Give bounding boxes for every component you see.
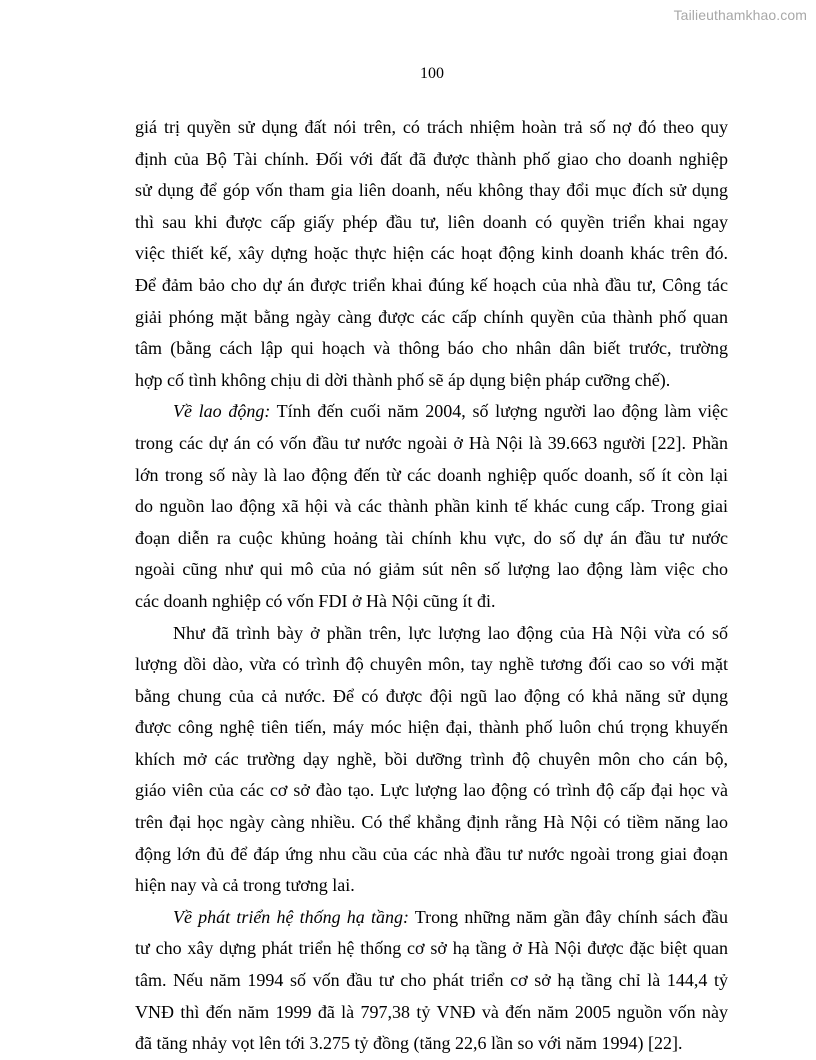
text-line: giải phóng mặt bằng ngày càng được các cấp chính quyền của thành phố quan [135, 306, 728, 327]
body-text [135, 112, 728, 1060]
text-line: việc thiết kế, xây dựng hoặc thực hiện các hoạt động kinh doanh khác trên đó. [135, 243, 728, 264]
paragraph-labor-quality [135, 618, 728, 902]
text-line: Để đảm bảo cho dự án được triển khai đúng kế hoạch của nhà đầu tư, Công tác [135, 274, 728, 295]
text-line [135, 902, 728, 934]
text-line: lượng dồi dào, vừa có trình độ chuyên môn, tay nghề tương đối cao so với mặt [135, 654, 728, 675]
text-line: Như đã trình bày ở phần trên, lực lượng lao động của Hà Nội vừa có số [173, 622, 728, 643]
text-line: trong các dự án có vốn đầu tư nước ngoài ở Hà Nội là 39.663 người [22]. Phần [135, 432, 728, 453]
text-line: định của Bộ Tài chính. Đối với đất đã được thành phố giao cho doanh nghiệp [135, 148, 728, 169]
text-line: đã tăng nhảy vọt lên tới 3.275 tỷ đồng (tăng 22,6 lần so với năm 1994) [22]. [135, 1033, 683, 1054]
text-line: do nguồn lao động xã hội và các thành phần kinh tế khác cung cấp. Trong giai [135, 496, 728, 517]
text-line: ngoài cũng như qui mô của nó giảm sút nên số lượng lao động làm việc cho [135, 559, 728, 580]
text-line: khích mở các trường dạy nghề, bồi dưỡng trình độ chuyên môn cho cán bộ, [135, 748, 728, 769]
text-line: giáo viên của các cơ sở đào tạo. Lực lượng lao động có trình độ cấp đại học và [135, 780, 728, 801]
text-line: thì sau khi được cấp giấy phép đầu tư, liên doanh có quyền triển khai ngay [135, 211, 728, 232]
paragraph-labor [135, 396, 728, 617]
page-number: 100 [420, 65, 444, 82]
paragraph-lead-labor: Về lao động: [173, 401, 271, 422]
text-line: hợp cố tình không chịu di dời thành phố sẽ áp dụng biện pháp cưỡng chế). [135, 369, 671, 390]
paragraph-infrastructure [135, 902, 728, 1060]
text-line: các doanh nghiệp có vốn FDI ở Hà Nội cũng ít đi. [135, 590, 496, 611]
text-line: tâm. Nếu năm 1994 số vốn đầu tư cho phát triển cơ sở hạ tầng chỉ là 144,4 tỷ [135, 970, 728, 991]
text-line: giá trị quyền sử dụng đất nói trên, có trách nhiệm hoàn trả số nợ đó theo quy [135, 117, 728, 137]
text-line: VNĐ thì đến năm 1999 đã là 797,38 tỷ VNĐ và đến năm 2005 nguồn vốn này [135, 1001, 728, 1022]
text-line: đoạn diễn ra cuộc khủng hoảng tài chính khu vực, do số dự án đầu tư nước [135, 527, 728, 548]
text-line: tâm (bằng cách lập qui hoạch và thông báo cho nhân dân biết trước, trường [135, 338, 728, 359]
text-run: Trong những năm gần đây chính sách đầu [408, 906, 729, 927]
text-line: động lớn đủ để đáp ứng nhu cầu của các nhà đầu tư nước ngoài trong giai đoạn [135, 843, 728, 864]
watermark: Tailieuthamkhao.com [673, 7, 807, 23]
text-line [135, 396, 728, 428]
paragraph-land-use [135, 112, 728, 396]
paragraph-lead-infrastructure: Về phát triển hệ thống hạ tầng: [173, 906, 409, 927]
text-line: được công nghệ tiên tiến, máy móc hiện đại, thành phố luôn chú trọng khuyến [135, 717, 728, 738]
text-line: lớn trong số này là lao động đến từ các doanh nghiệp quốc doanh, số ít còn lại [135, 464, 728, 485]
text-line: tư cho xây dựng phát triển hệ thống cơ sở hạ tầng ở Hà Nội được đặc biệt quan [135, 938, 728, 959]
text-line: bằng chung của cả nước. Để có được đội ngũ lao động có khả năng sử dụng [135, 685, 728, 706]
text-line: sử dụng để góp vốn tham gia liên doanh, nếu không thay đổi mục đích sử dụng [135, 180, 728, 201]
text-line: trên đại học ngày càng nhiều. Có thể khẳng định rằng Hà Nội có tiềm năng lao [135, 812, 728, 833]
text-run: Tính đến cuối năm 2004, số lượng người lao động làm việc [270, 401, 728, 422]
text-line: hiện nay và cả trong tương lai. [135, 875, 355, 896]
